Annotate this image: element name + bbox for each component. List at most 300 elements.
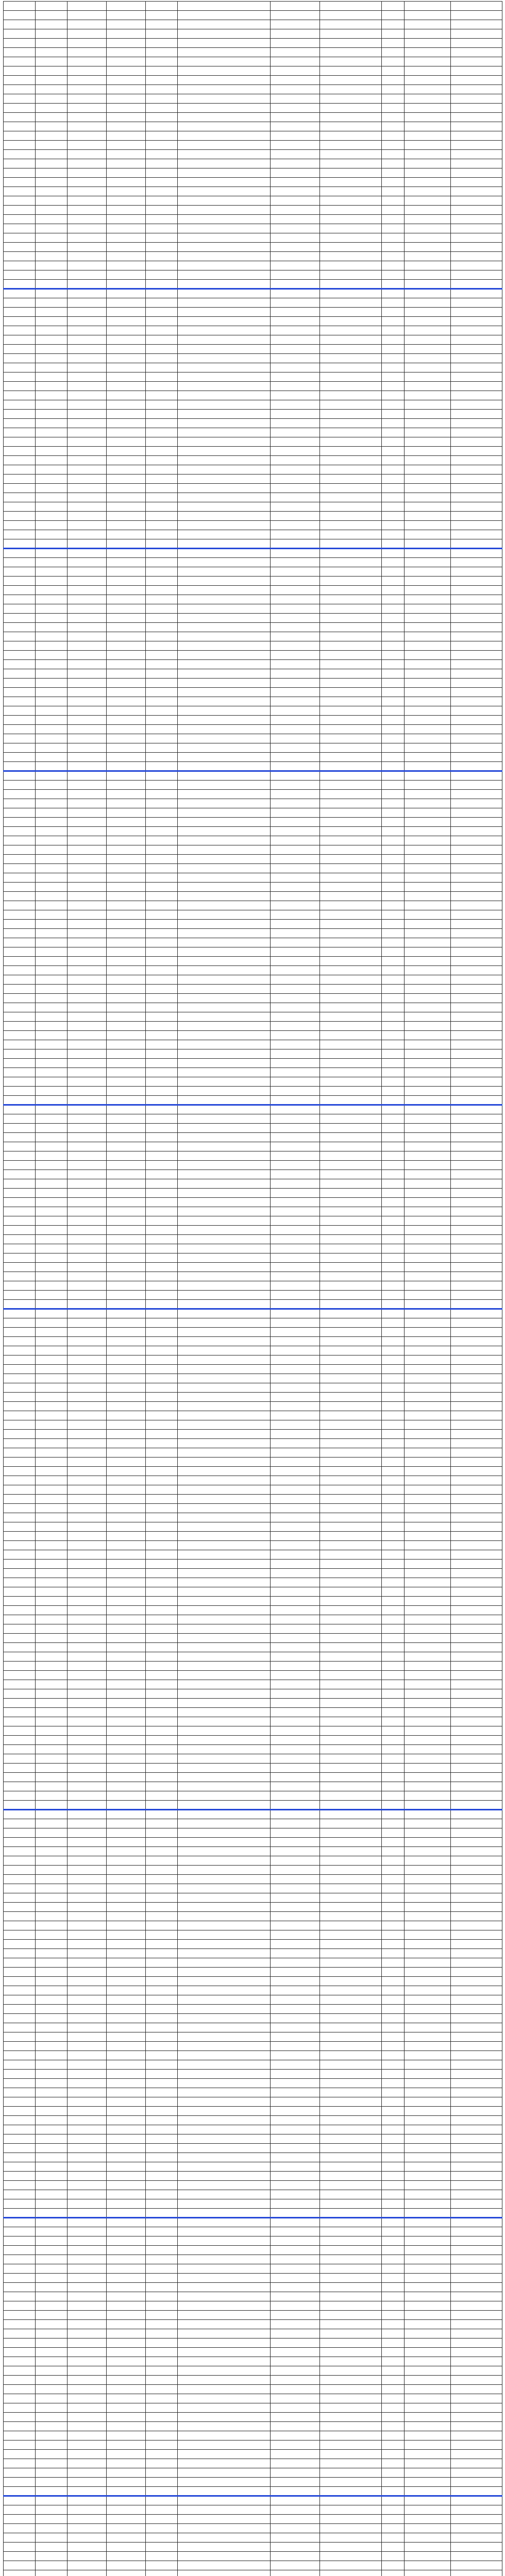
table-cell [320,651,382,660]
table-cell [271,1522,320,1532]
table-cell [320,734,382,743]
table-cell [68,66,107,76]
table-cell [382,345,405,354]
table-cell [68,1875,107,1884]
table-cell [68,679,107,688]
table-cell [405,1411,451,1420]
table-cell [36,1402,68,1411]
table-cell [178,2292,271,2301]
table-cell [271,1485,320,1495]
table-cell [320,419,382,428]
table-cell [451,76,502,85]
table-cell [107,1142,146,1151]
table-cell [451,2320,502,2329]
table-row [4,1652,502,1662]
table-cell [178,419,271,428]
table-cell [405,1124,451,1133]
table-cell [146,901,178,910]
table-cell [405,1393,451,1402]
table-cell [146,1244,178,1253]
table-cell [178,2107,271,2116]
table-cell [68,354,107,363]
table-cell [146,1856,178,1866]
table-cell [146,1828,178,1838]
table-cell [382,1615,405,1624]
table-cell [405,1930,451,1940]
table-cell [36,243,68,252]
table-cell [382,1903,405,1912]
table-cell [68,11,107,20]
table-cell [107,716,146,725]
table-cell [382,39,405,48]
table-cell [4,270,36,280]
table-cell [178,2005,271,2014]
table-cell [68,363,107,372]
table-row [4,335,502,345]
table-cell [405,252,451,261]
table-cell [4,2338,36,2348]
table-cell [107,1560,146,1569]
table-cell [271,1912,320,1921]
table-cell [36,261,68,270]
table-cell [146,2134,178,2144]
table-row [4,1133,502,1142]
table-cell [320,1643,382,1652]
table-cell [4,1346,36,1355]
table-cell [382,1986,405,1995]
table-cell [146,1448,178,1458]
table-cell [36,1161,68,1170]
table-cell [320,2283,382,2292]
table-cell [178,150,271,159]
table-cell [178,2264,271,2274]
table-cell [451,1244,502,1253]
table-cell [178,289,271,298]
table-cell [107,1244,146,1253]
table-cell [271,1087,320,1096]
table-cell [4,1764,36,1773]
table-cell [320,2338,382,2348]
table-row [4,2218,502,2227]
table-cell [382,1077,405,1087]
table-cell [36,2552,68,2561]
table-cell [36,2125,68,2134]
table-cell [178,1012,271,1022]
table-cell [68,2515,107,2524]
table-cell [451,1958,502,1968]
table-cell [107,1782,146,1791]
table-row [4,1003,502,1012]
table-cell [36,196,68,206]
table-cell [451,1346,502,1355]
table-cell [146,2097,178,2107]
table-cell [271,1532,320,1541]
table-cell [4,1597,36,1606]
table-row [4,808,502,818]
table-row [4,2441,502,2450]
table-cell [320,1856,382,1866]
table-cell [178,2385,271,2394]
table-cell [178,1828,271,1838]
table-cell [68,1671,107,1680]
table-cell [4,1309,36,1318]
table-cell [382,994,405,1003]
table-cell [271,1031,320,1040]
table-cell [146,1124,178,1133]
table-cell [178,1513,271,1522]
table-cell [146,1671,178,1680]
table-cell [68,1856,107,1866]
table-cell [68,901,107,910]
table-cell [451,1606,502,1615]
table-cell [451,354,502,363]
table-cell [178,2524,271,2533]
table-cell [451,1736,502,1745]
table-cell [4,57,36,66]
table-cell [146,131,178,141]
table-cell [405,2116,451,2125]
table-cell [146,1003,178,1012]
table-cell [320,1541,382,1550]
table-cell [271,159,320,168]
table-cell [271,2543,320,2552]
table-row [4,2311,502,2320]
table-cell [178,178,271,187]
table-cell [68,1754,107,1764]
table-cell [68,2422,107,2431]
table-cell [178,1458,271,1467]
table-cell [382,224,405,233]
table-cell [320,985,382,994]
table-cell [107,1151,146,1161]
table-cell [178,2450,271,2459]
table-cell [320,1216,382,1226]
table-cell [382,632,405,641]
table-cell [178,2079,271,2088]
table-cell [382,1263,405,1272]
table-cell [320,632,382,641]
table-cell [36,614,68,623]
table-cell [405,1680,451,1689]
table-cell [36,298,68,308]
table-cell [451,1968,502,1977]
table-row [4,57,502,66]
table-cell [271,1699,320,1708]
table-cell [107,2181,146,2190]
table-cell [107,855,146,864]
table-cell [36,873,68,883]
table-cell [107,410,146,419]
table-cell [146,1504,178,1513]
table-cell [405,1059,451,1068]
table-cell [382,1550,405,1560]
table-cell [146,1930,178,1940]
table-cell [451,2366,502,2376]
table-cell [68,2478,107,2487]
table-cell [4,2543,36,2552]
table-cell [107,827,146,836]
table-cell [405,910,451,920]
table-cell [178,1151,271,1161]
table-cell [68,2199,107,2209]
table-cell [271,808,320,818]
table-cell [107,1031,146,1040]
table-cell [107,484,146,493]
table-cell [271,2338,320,2348]
table-cell [36,1253,68,1263]
table-cell [451,1430,502,1439]
table-cell [405,1049,451,1059]
table-cell [405,1263,451,1272]
table-cell [107,2005,146,2014]
table-cell [36,2079,68,2088]
table-cell [382,2042,405,2051]
table-cell [451,1773,502,1782]
table-cell [451,178,502,187]
table-cell [382,1773,405,1782]
table-cell [178,994,271,1003]
table-row [4,1114,502,1124]
table-cell [36,1133,68,1142]
table-cell [382,1856,405,1866]
table-cell [4,1244,36,1253]
table-cell [405,1522,451,1532]
table-cell [405,2051,451,2060]
table-cell [4,920,36,929]
table-cell [146,159,178,168]
table-cell [271,632,320,641]
table-cell [68,1838,107,1847]
table-cell [320,131,382,141]
table-cell [107,1708,146,1717]
table-cell [36,2301,68,2311]
table-cell [451,1847,502,1856]
table-cell [68,1968,107,1977]
table-cell [36,2005,68,2014]
table-cell [451,159,502,168]
table-cell [36,1272,68,1281]
table-cell [320,39,382,48]
table-cell [107,2376,146,2385]
table-cell [4,224,36,233]
table-cell [382,1328,405,1337]
table-cell [107,1170,146,1179]
table-cell [107,1995,146,2005]
table-cell [178,1875,271,1884]
table-cell [107,2199,146,2209]
table-cell [271,289,320,298]
table-cell [146,855,178,864]
table-cell [178,1309,271,1318]
table-cell [107,1087,146,1096]
table-cell [320,2181,382,2190]
table-cell [146,1912,178,1921]
table-cell [382,2431,405,2441]
table-cell [146,2468,178,2478]
table-cell [107,224,146,233]
table-cell [178,1773,271,1782]
table-cell [271,994,320,1003]
table-cell [271,2478,320,2487]
table-cell [405,947,451,957]
table-cell [178,1597,271,1606]
table-cell [4,2107,36,2116]
table-cell [451,224,502,233]
table-cell [451,141,502,150]
table-row [4,298,502,308]
table-cell [271,929,320,938]
table-cell [405,261,451,270]
table-cell [271,1995,320,2005]
table-cell [405,1875,451,1884]
table-row [4,104,502,113]
table-cell [405,957,451,966]
table-cell [382,243,405,252]
table-cell [146,1958,178,1968]
table-cell [271,94,320,104]
table-cell [68,855,107,864]
table-cell [178,1281,271,1291]
table-cell [146,2422,178,2431]
table-cell [405,2366,451,2376]
table-row [4,864,502,873]
table-cell [382,1495,405,1504]
table-cell [271,873,320,883]
table-cell [382,354,405,363]
table-cell [36,1291,68,1300]
table-cell [107,1059,146,1068]
table-cell [271,178,320,187]
table-cell [107,2320,146,2329]
table-cell [451,20,502,29]
table-cell [36,252,68,261]
table-cell [178,1430,271,1439]
table-cell [107,2023,146,2032]
table-cell [68,725,107,734]
table-cell [4,2042,36,2051]
table-cell [36,104,68,113]
table-cell [4,1124,36,1133]
table-cell [36,1244,68,1253]
table-cell [405,2561,451,2570]
table-cell [36,1263,68,1272]
table-cell [271,141,320,150]
table-cell [107,11,146,20]
table-cell [4,2227,36,2236]
table-cell [178,2172,271,2181]
table-cell [178,2162,271,2172]
table-cell [405,1736,451,1745]
table-cell [36,215,68,224]
table-cell [320,502,382,512]
table-cell [320,864,382,873]
table-cell [405,1003,451,1012]
table-cell [36,1495,68,1504]
table-cell [178,465,271,474]
table-cell [178,530,271,539]
table-cell [320,1930,382,1940]
table-cell [405,920,451,929]
table-cell [451,326,502,335]
table-cell [68,697,107,706]
table-cell [320,2366,382,2376]
table-cell [178,1263,271,1272]
table-row [4,1281,502,1291]
table-row [4,1198,502,1207]
table-cell [68,1912,107,1921]
table-cell [146,883,178,892]
table-cell [36,2,68,11]
table-cell [107,1801,146,1810]
table-cell [405,1420,451,1430]
table-cell [68,1309,107,1318]
table-cell [4,1439,36,1448]
table-cell [68,1504,107,1513]
table-cell [36,1031,68,1040]
table-row [4,910,502,920]
table-cell [271,1958,320,1968]
table-cell [178,2116,271,2125]
table-cell [451,1597,502,1606]
table-cell [68,1430,107,1439]
table-cell [146,2459,178,2468]
table-cell [382,2376,405,2385]
table-cell [107,2348,146,2357]
table-cell [178,215,271,224]
table-cell [4,994,36,1003]
table-cell [405,1615,451,1624]
table-cell [36,502,68,512]
table-cell [4,734,36,743]
table-cell [320,716,382,725]
table-cell [68,688,107,697]
table-cell [320,2107,382,2116]
table-cell [320,929,382,938]
table-cell [107,437,146,447]
table-cell [178,790,271,799]
table-cell [146,419,178,428]
table-cell [68,530,107,539]
table-cell [36,947,68,957]
table-cell [271,1476,320,1485]
table-cell [36,1430,68,1439]
table-cell [405,1699,451,1708]
table-cell [451,196,502,206]
table-cell [271,706,320,716]
table-cell [36,901,68,910]
table-cell [4,289,36,298]
table-cell [178,2,271,11]
table-cell [36,419,68,428]
table-cell [178,2283,271,2292]
table-cell [4,1838,36,1847]
table-cell [451,910,502,920]
table-cell [271,187,320,196]
table-cell [68,1253,107,1263]
table-cell [4,1903,36,1912]
table-cell [146,1087,178,1096]
table-cell [320,697,382,706]
table-cell [271,1207,320,1216]
table-cell [382,456,405,465]
table-cell [405,1550,451,1560]
table-cell [36,1949,68,1958]
table-row [4,1930,502,1940]
table-cell [320,1736,382,1745]
table-cell [36,883,68,892]
table-cell [68,1439,107,1448]
table-cell [320,1838,382,1847]
